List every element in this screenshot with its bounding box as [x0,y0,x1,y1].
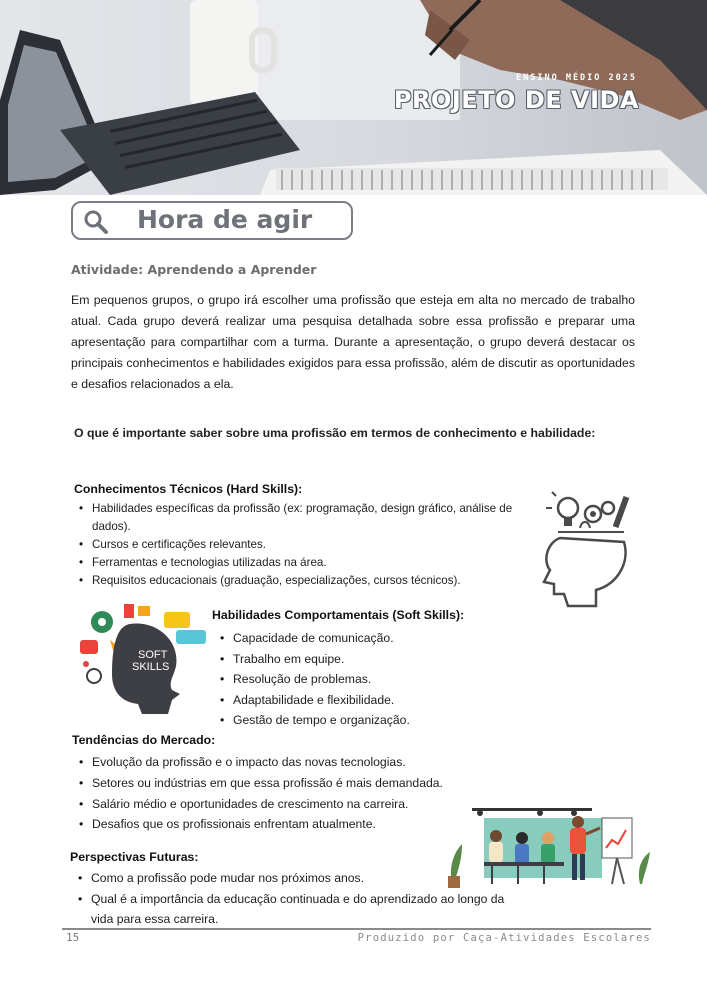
soft-skills-illustration [72,604,212,716]
footer-divider [62,928,651,930]
list-item: • Desafios que os profissionais enfrentam atualmente. [77,814,537,835]
list-item: • Resolução de problemas. [218,669,518,690]
soft-skills-badge: SOFT [138,649,168,661]
list-item: • Qual é a importância da educação continuada e do aprendizado ao longo da vida para essa carreira. [76,889,516,930]
footer-credit: Produzido por Caça-Atividades Escolares [357,932,651,944]
header-title: PROJETO DE VIDA [393,86,639,114]
list-item: • Cursos e certificações relevantes. [77,536,547,554]
list-item: • Salário médio e oportunidades de crescimento na carreira. [77,794,537,815]
list-item: • Ferramentas e tecnologias utilizadas na área. [77,554,547,572]
hard-skills-title: Conhecimentos Técnicos (Hard Skills): [74,482,303,496]
list-item: • Capacidade de comunicação. [218,628,518,649]
list-item: • Adaptabilidade e flexibilidade. [218,690,518,711]
list-item: • Evolução da profissão e o impacto das novas tecnologias. [77,752,537,773]
list-item: • Como a profissão pode mudar nos próximos anos. [76,868,516,889]
soft-skills-title: Habilidades Comportamentais (Soft Skills): [212,608,465,622]
list-item: • Setores ou indústrias em que essa profissão é mais demandada. [77,773,537,794]
page-number: 15 [66,931,80,944]
soft-skills-list [218,628,518,731]
head-ideas-illustration [538,490,638,608]
market-trends-title: Tendências do Mercado: [72,733,216,747]
list-item: • Requisitos educacionais (graduação, especializações, cursos técnicos). [77,572,547,590]
section-title: Hora de agir [137,205,313,234]
list-item: • Habilidades específicas da profissão (ex: programação, design gráfico, análise de dados). [77,500,547,536]
list-item: • Trabalho em equipe. [218,649,518,670]
activity-question: O que é importante saber sobre uma profissão em termos de conhecimento e habilidade: [74,426,596,440]
search-icon [83,209,109,239]
list-item: • Gestão de tempo e organização. [218,710,518,731]
activity-intro: Em pequenos grupos, o grupo irá escolher uma profissão que esteja em alta no mercado de trabalho atual. Cada grupo deverá realizar uma pesquisa detalhada sobre essa profissão e preparar uma apresentação para compartilhar com a turma. Durante a apresentação, o grupo deverá destacar os principais conhecimentos e habilidades exigidos para essa profissão, além de discutir as oportunidades e desafios relacionados a ela. [71,293,635,391]
future-perspectives-list [76,868,516,930]
hard-skills-list [77,500,547,590]
header-kicker: ENSINO MÉDIO 2025 [516,73,637,83]
future-perspectives-title: Perspectivas Futuras: [70,850,199,864]
header-banner [0,0,707,195]
section-banner [71,201,353,240]
activity-title: Atividade: Aprendendo a Aprender [71,262,317,277]
svg-text:SKILLS: SKILLS [132,661,170,673]
